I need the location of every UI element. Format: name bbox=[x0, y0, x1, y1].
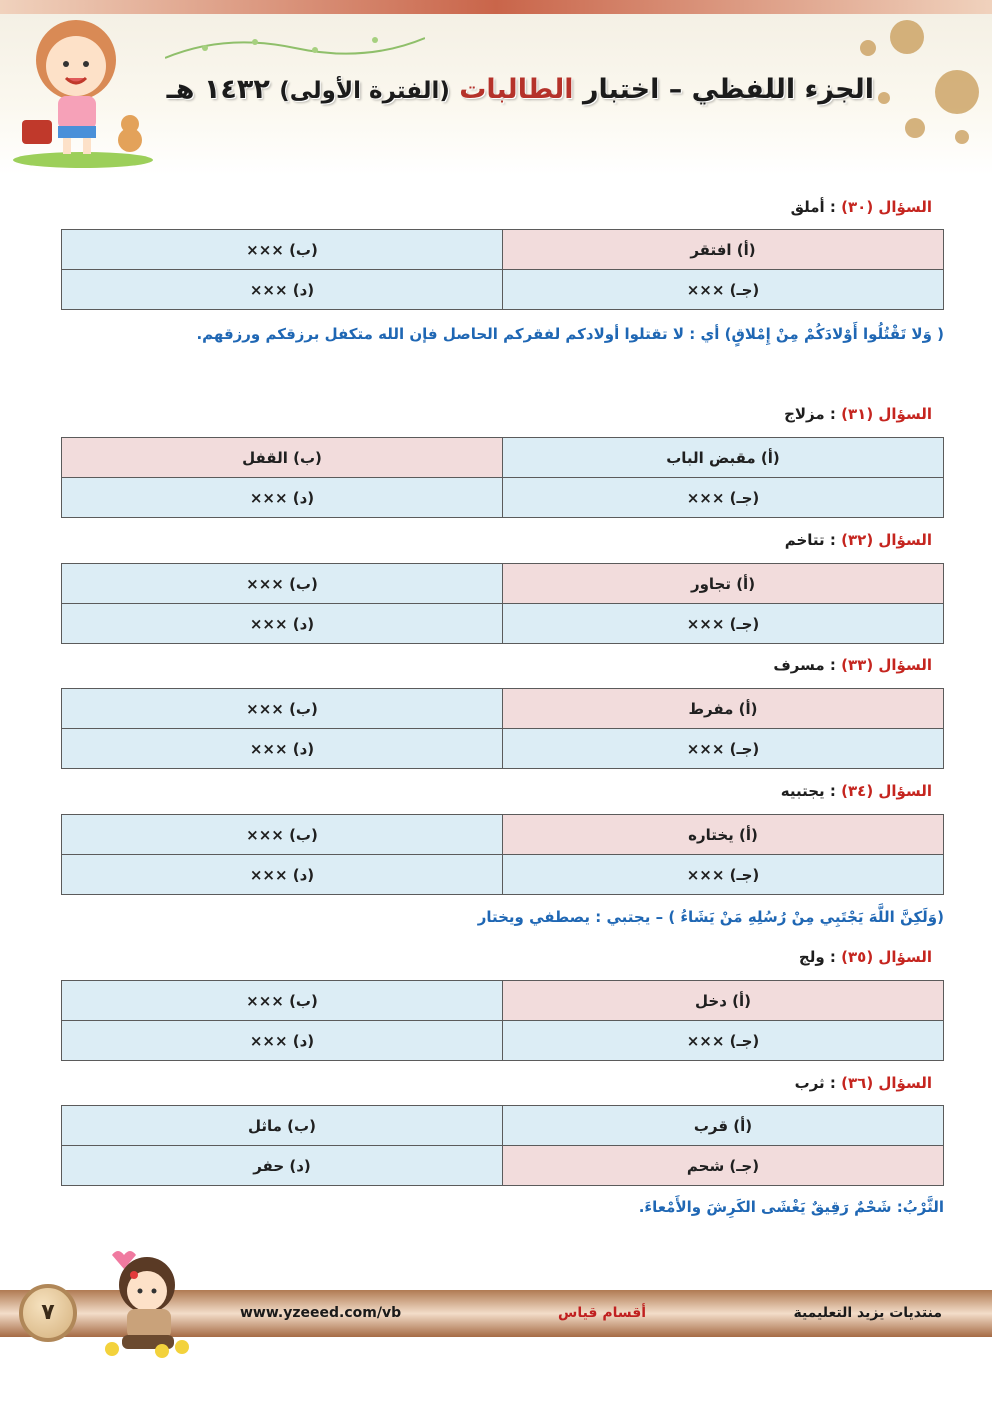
question-word: ولج bbox=[798, 948, 825, 966]
option-d: (د) حفر bbox=[62, 1146, 503, 1186]
option-a: (أ) مقبض الباب bbox=[503, 438, 944, 478]
decorative-dot bbox=[860, 40, 876, 56]
option-c: (جـ) ××× bbox=[503, 1021, 944, 1061]
explanation-note: ( وَلا تَقْتُلُوا أَوْلادَكُمْ مِنْ إِمْلاقٍ) أي : لا تقتلوا أولادكم لفقركم الحاصل فإن الله متكفل برزقكم ورزقهم. bbox=[196, 325, 944, 343]
option-b: (ب) ××× bbox=[62, 815, 503, 855]
option-b: (ب) ××× bbox=[62, 564, 503, 604]
question-label bbox=[785, 531, 932, 549]
options-table bbox=[61, 1105, 944, 1186]
option-b: (ب) ××× bbox=[62, 230, 503, 270]
footer-forum-name: منتديات يزيد التعليمية bbox=[793, 1305, 942, 1321]
option-b: (ب) القفل bbox=[62, 438, 503, 478]
question-number: السؤال (٣٥) bbox=[841, 948, 932, 966]
option-d: (د) ××× bbox=[62, 729, 503, 769]
question-separator: : bbox=[824, 198, 842, 216]
option-c: (جـ) ××× bbox=[503, 478, 944, 518]
question-word: مسرف bbox=[773, 656, 825, 674]
title-highlight: الطالبات bbox=[459, 74, 574, 105]
question-number: السؤال (٣٤) bbox=[841, 782, 932, 800]
decorative-dot bbox=[890, 20, 924, 54]
question-number: السؤال (٣١) bbox=[841, 405, 932, 423]
decorative-dot bbox=[935, 70, 979, 114]
option-b: (ب) ××× bbox=[62, 981, 503, 1021]
option-d: (د) ××× bbox=[62, 270, 503, 310]
page-title bbox=[167, 74, 874, 105]
question-label bbox=[773, 656, 932, 674]
option-c: (جـ) ××× bbox=[503, 729, 944, 769]
question-separator: : bbox=[824, 1074, 842, 1092]
question-word: أملق bbox=[790, 198, 825, 216]
option-d: (د) ××× bbox=[62, 855, 503, 895]
question-word: تتاخم bbox=[784, 531, 825, 549]
option-d: (د) ××× bbox=[62, 604, 503, 644]
options-table bbox=[61, 688, 944, 769]
footer-url[interactable]: www.yzeeed.com/vb bbox=[240, 1305, 402, 1321]
vine-decoration bbox=[165, 28, 425, 68]
option-a: (أ) تجاور bbox=[503, 564, 944, 604]
options-table bbox=[61, 563, 944, 644]
question-label bbox=[784, 405, 932, 423]
options-table bbox=[61, 437, 944, 518]
page-header bbox=[0, 0, 992, 175]
question-number: السؤال (٣٠) bbox=[841, 198, 932, 216]
option-a: (أ) قرب bbox=[503, 1106, 944, 1146]
explanation-note: (وَلَكِنَّ اللَّهَ يَجْتَبِي مِنْ رُسُلِهِ مَنْ يَشَاءُ ) – يجتبي : يصطفي ويختار bbox=[477, 908, 944, 926]
option-a: (أ) يختاره bbox=[503, 815, 944, 855]
page-number: ٧ bbox=[19, 1284, 77, 1342]
question-separator: : bbox=[824, 782, 842, 800]
footer-section: أقسام قياس bbox=[558, 1305, 647, 1321]
title-period: (الفترة الأولى) bbox=[279, 78, 450, 104]
question-separator: : bbox=[824, 531, 842, 549]
question-separator: : bbox=[824, 405, 842, 423]
options-table bbox=[61, 980, 944, 1061]
option-b: (ب) ××× bbox=[62, 689, 503, 729]
question-number: السؤال (٣٢) bbox=[841, 531, 932, 549]
title-year: ١٤٣٢ هـ bbox=[166, 74, 270, 105]
question-label bbox=[791, 198, 932, 216]
option-a: (أ) مفرط bbox=[503, 689, 944, 729]
girl-illustration bbox=[8, 8, 158, 168]
decorative-dot bbox=[905, 118, 925, 138]
explanation-note: الثَّرْبُ: شَحْمٌ رَقِيقٌ يَغْشَى الكَرِشَ والأَمْعاءَ. bbox=[638, 1198, 944, 1216]
question-label bbox=[795, 1074, 932, 1092]
title-main: الجزء اللفظي – اختبار bbox=[582, 74, 874, 105]
option-c: (جـ) ××× bbox=[503, 855, 944, 895]
question-label bbox=[799, 948, 932, 966]
question-label bbox=[781, 782, 932, 800]
option-c: (جـ) ××× bbox=[503, 270, 944, 310]
option-a: (أ) افتقر bbox=[503, 230, 944, 270]
question-word: مزلاج bbox=[784, 405, 825, 423]
option-c: (جـ) شحم bbox=[503, 1146, 944, 1186]
question-word: يجتبيه bbox=[780, 782, 825, 800]
question-word: ثرب bbox=[794, 1074, 825, 1092]
option-b: (ب) ماثل bbox=[62, 1106, 503, 1146]
option-a: (أ) دخل bbox=[503, 981, 944, 1021]
decorative-dot bbox=[955, 130, 969, 144]
options-table bbox=[61, 814, 944, 895]
question-separator: : bbox=[824, 656, 842, 674]
options-table bbox=[61, 229, 944, 310]
question-number: السؤال (٣٦) bbox=[841, 1074, 932, 1092]
option-c: (جـ) ××× bbox=[503, 604, 944, 644]
decorative-dot bbox=[878, 92, 890, 104]
option-d: (د) ××× bbox=[62, 1021, 503, 1061]
question-separator: : bbox=[824, 948, 842, 966]
child-illustration bbox=[92, 1245, 202, 1360]
option-d: (د) ××× bbox=[62, 478, 503, 518]
question-number: السؤال (٣٣) bbox=[841, 656, 932, 674]
